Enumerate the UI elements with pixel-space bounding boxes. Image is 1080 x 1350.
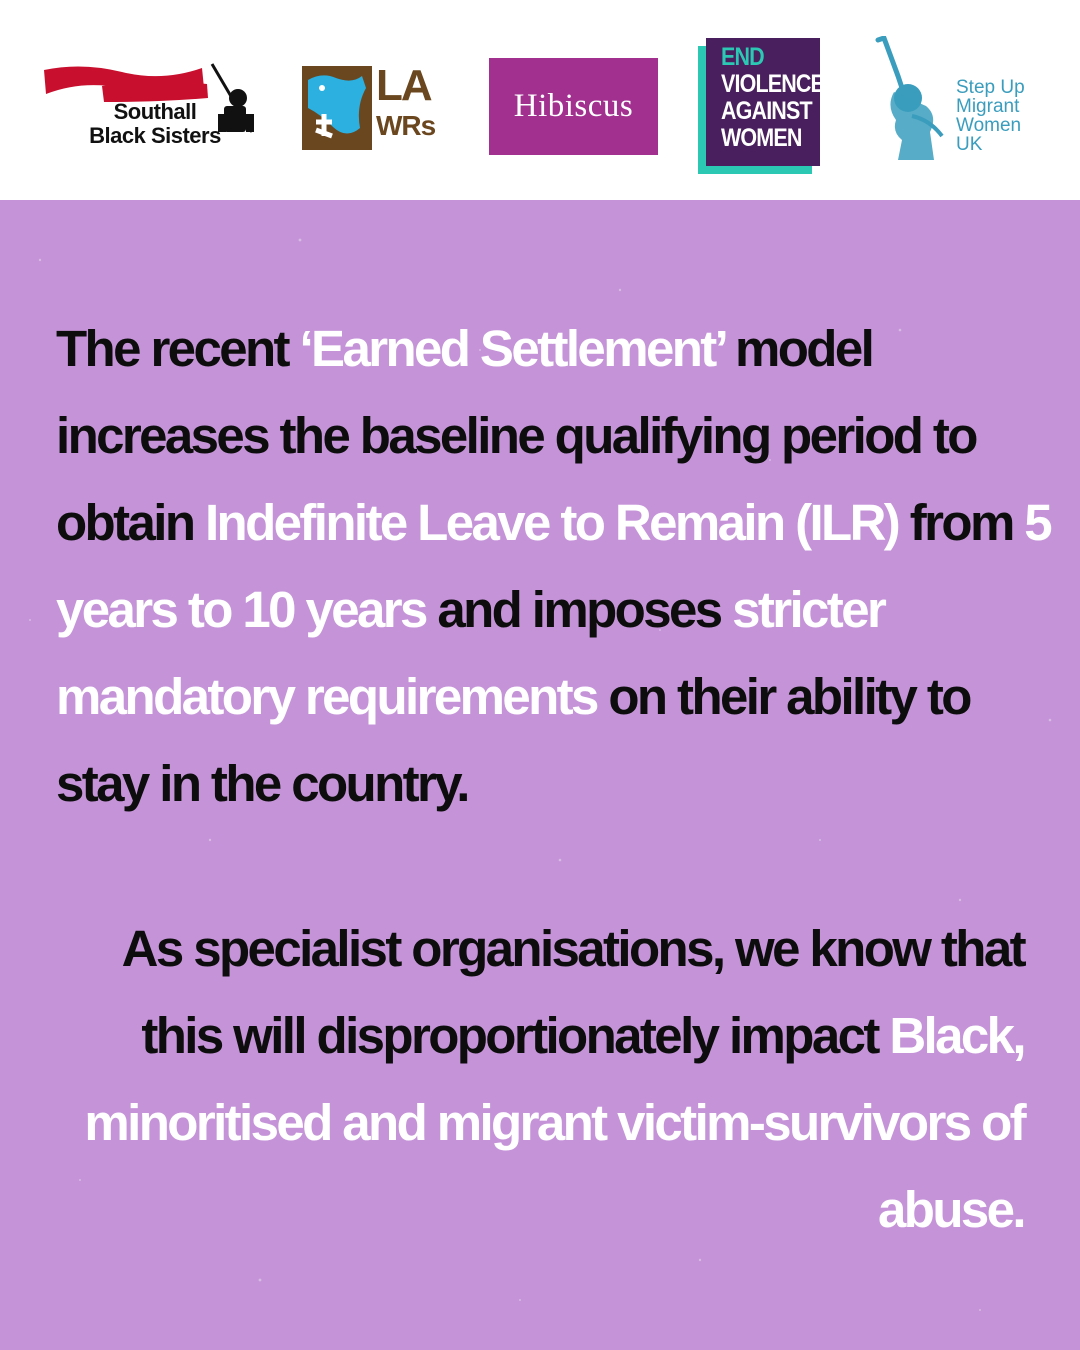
evaw-panel xyxy=(706,38,825,166)
hibiscus-name: Hibiscus xyxy=(513,88,634,124)
p2-text-1: As specialist organisations, we know that this will disproportionately impact xyxy=(121,920,1024,1064)
partner-logo-bar xyxy=(0,0,1080,200)
lawrs-logo xyxy=(302,61,442,152)
highlight-ilr: Indefinite Leave to Remain (ILR) xyxy=(204,494,899,551)
bird-icon xyxy=(302,66,372,150)
statement-paragraph-impact xyxy=(40,905,1024,1253)
sumw-line2: Migrant xyxy=(956,96,1020,117)
highlight-victim-survivors: Black, minoritised and migrant victim-survivors of abuse. xyxy=(84,1007,1024,1238)
p1-text-3: from xyxy=(898,494,1025,551)
sumw-line3: Women xyxy=(956,115,1022,136)
hibiscus-logo xyxy=(489,58,658,155)
statement-paragraph-settlement xyxy=(56,305,1056,827)
evaw-line-violence: VIOLENCE xyxy=(721,70,825,98)
raised-fist-figure-icon xyxy=(872,36,956,166)
lawrs-top-text: LA xyxy=(376,61,431,110)
lawrs-bottom-text: WRs xyxy=(376,110,436,141)
highlight-years: 5 years to 10 years xyxy=(56,494,1051,638)
sbs-name-line2: Black Sisters xyxy=(89,123,221,148)
southall-black-sisters-logo xyxy=(42,58,260,156)
evaw-line-women: WOMEN xyxy=(721,124,802,152)
evaw-line-end: END xyxy=(721,43,764,71)
p1-text-4: and imposes xyxy=(425,581,733,638)
evaw-line-against: AGAINST xyxy=(721,97,812,125)
sumw-line1: Step Up xyxy=(956,77,1025,98)
step-up-migrant-women-logo xyxy=(872,36,1040,166)
p1-text-1: The recent xyxy=(56,320,300,377)
sbs-name-line1: Southall xyxy=(113,99,197,124)
sumw-line4: UK xyxy=(956,134,983,155)
p1-text-2: model increases the baseline qualifying period to obtain xyxy=(56,320,976,551)
highlight-earned-settlement: ‘Earned Settlement’ xyxy=(299,320,724,377)
lawrs-emblem xyxy=(302,66,372,150)
evaw-logo xyxy=(698,38,825,174)
p1-text-5: on their ability to stay in the country. xyxy=(56,668,970,812)
highlight-requirements: stricter mandatory requirements xyxy=(56,581,885,725)
statement-panel xyxy=(0,200,1080,1350)
